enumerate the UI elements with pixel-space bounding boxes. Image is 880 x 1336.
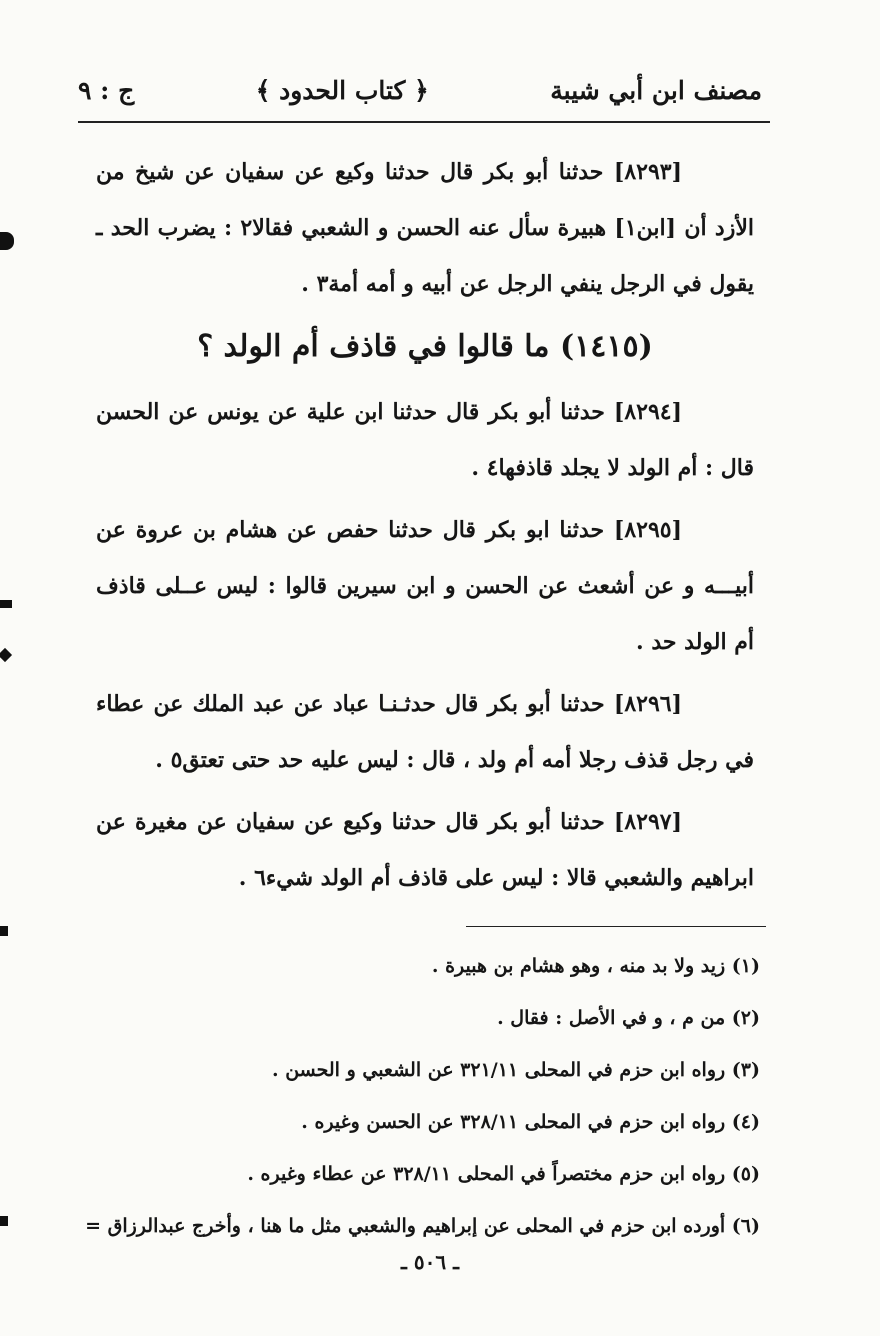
hadith-number: [٨٢٩٤] [613, 399, 682, 425]
hadith-number: [٨٢٩٧] [613, 809, 682, 835]
binding-mark [0, 926, 8, 936]
binding-mark [0, 1216, 8, 1226]
main-text [96, 144, 754, 906]
footnote-4: (٤) رواه ابن حزم في المحلى ٣٢٨/١١ عن الحسن وغيره . [301, 1111, 760, 1133]
binding-mark [0, 648, 12, 662]
hadith-8293 [96, 144, 754, 312]
hadith-8296 [96, 676, 754, 788]
footnote-1: (١) زيد ولا بد منه ، وهو هشام بن هبيرة . [431, 955, 760, 977]
header-book-title: مصنف ابن أبي شيبة [550, 75, 762, 105]
hadith-number: [٨٢٩٦] [613, 691, 682, 717]
hadith-8295 [96, 502, 754, 670]
hadith-text: حدثنا أبو بكر قال حدثنا ابن علية عن يونس عن الحسن قال : أم الولد لا يجلد قاذفها٤ . [96, 399, 754, 481]
hadith-8294 [96, 384, 754, 496]
footnotes [85, 940, 760, 1252]
footnote-rule [466, 926, 766, 927]
page-number: ـ ٥٠٦ ـ [401, 1250, 459, 1274]
binding-mark [0, 600, 12, 608]
hadith-text: حدثنا أبو بكر قال حدثنا وكيع عن سفيان عن مغيرة عن ابراهيم والشعبي قالا : ليس على قاذف أم الولد شيء٦ . [96, 809, 754, 891]
header-volume: ج : ٩ [78, 75, 135, 105]
footnote-2: (٢) من م ، و في الأصل : فقال . [497, 1007, 760, 1029]
running-header [78, 70, 762, 110]
hadith-8297 [96, 794, 754, 906]
binding-mark [0, 232, 14, 250]
hadith-number: [٨٢٩٥] [613, 517, 682, 543]
hadith-text: حدثنا أبو بكر قال حدثـنـا عباد عن عبد الملك عن عطاء في رجل قذف رجلا أمه أم ولد ، قال : ليس عليه حد حتى تعتق٥ . [96, 691, 754, 773]
footnote-3: (٣) رواه ابن حزم في المحلى ٣٢١/١١ عن الشعبي و الحسن . [271, 1059, 760, 1081]
hadith-text: حدثنا ابو بكر قال حدثنا حفص عن هشام بن عروة عن أبيـــه و عن أشعث عن الحسن و ابن سيرين قالوا : ليس عــلى قاذف أم الولد حد . [96, 517, 754, 655]
hadith-number: [٨٢٩٣] [613, 159, 682, 185]
hadith-text: حدثنا أبو بكر قال حدثنا وكيع عن سفيان عن شيخ من الأزد أن [ابن١] هبيرة سأل عنه الحسن و الشعبي فقالا٢ : يضرب الحد ـ يقول في الرجل ينفي الرجل عن أبيه و أمه أمة٣ . [96, 159, 754, 297]
chapter-heading: (١٤١٥) ما قالوا في قاذف أم الولد ؟ [197, 329, 653, 364]
header-chapter-title: ﴿ كتاب الحدود ﴾ [255, 75, 429, 105]
header-rule [78, 121, 770, 123]
footnote-6: (٦) أورده ابن حزم في المحلى عن إبراهيم والشعبي مثل ما هنا ، وأخرج عبدالرزاق = [85, 1215, 760, 1237]
footnote-5: (٥) رواه ابن حزم مختصراً في المحلى ٣٢٨/١١ عن عطاء وغيره . [247, 1163, 760, 1185]
